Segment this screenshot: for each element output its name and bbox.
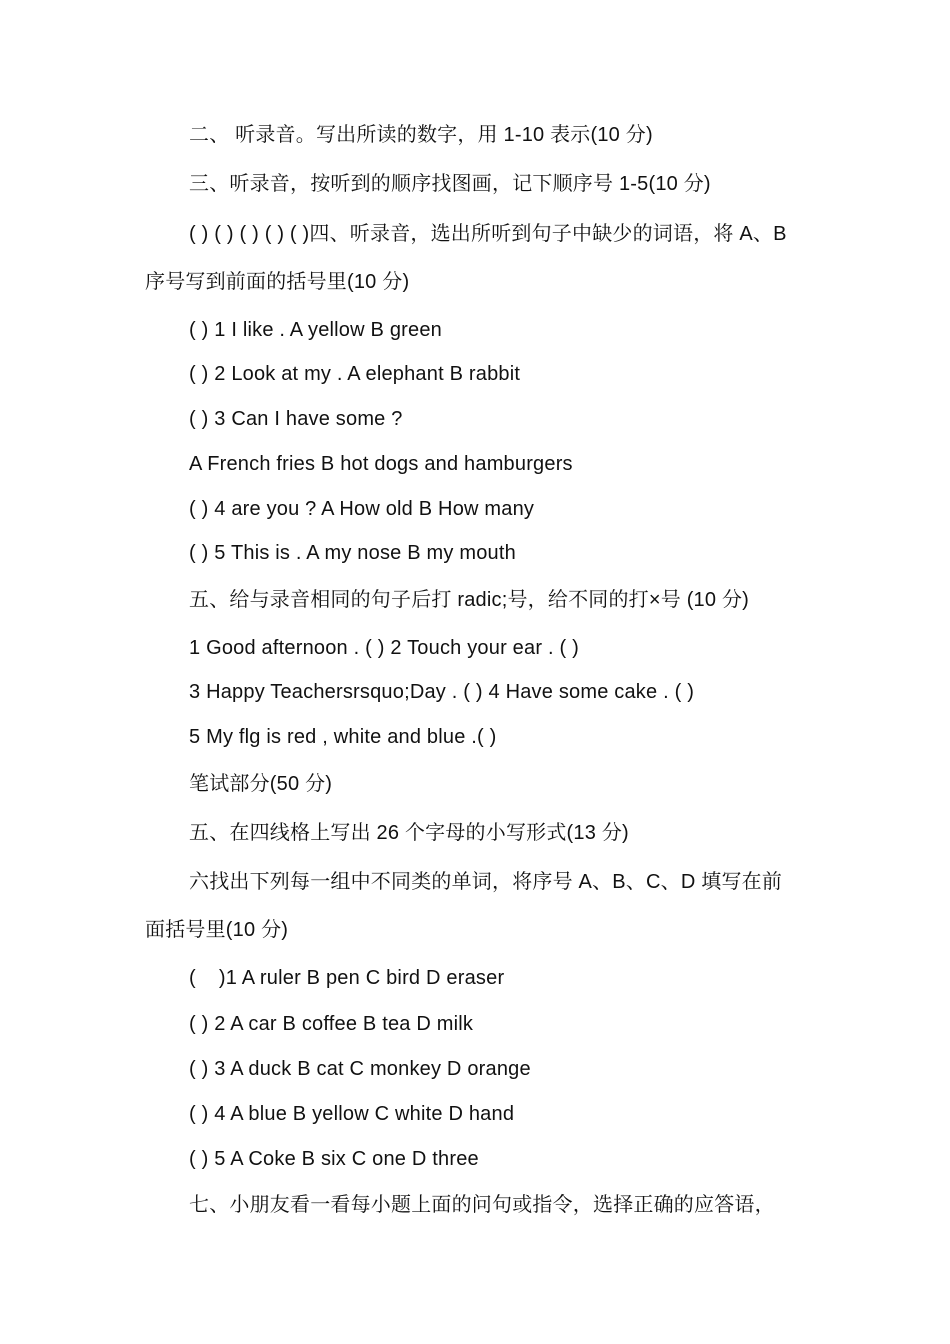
question-line: ( ) 2 A car B coffee B tea D milk <box>189 1013 474 1035</box>
question-line: ( ) 4 A blue B yellow C white D hand <box>189 1103 515 1125</box>
written-part-heading: 笔试部分(50 分) <box>189 773 333 795</box>
section-7-heading: 七、小朋友看一看每小题上面的问句或指令，选择正确的应答语， <box>189 1194 775 1216</box>
question-line: ( ) 1 I like . A yellow B green <box>189 319 442 341</box>
section-6-heading: 六找出下列每一组中不同类的单词，将序号 A、B、C、D 填写在前 <box>189 871 783 893</box>
question-line: ( ) 3 A duck B cat C monkey D orange <box>189 1058 531 1080</box>
question-line: 5 My flg is red , white and blue .( ) <box>189 726 497 748</box>
section-3-heading: 三、听录音，按听到的顺序找图画，记下顺序号 1-5(10 分) <box>189 173 711 195</box>
question-line: ( ) 4 are you ? A How old B How many <box>189 498 535 520</box>
section-4-heading: ( ) ( ) ( ) ( ) ( )四、听录音，选出所听到句子中缺少的词语，将 A、B <box>189 223 787 245</box>
section-5-heading: 五、给与录音相同的句子后打 radic;号，给不同的打×号 (10 分) <box>189 589 750 611</box>
section-6-heading-continued: 面括号里(10 分) <box>145 919 289 941</box>
question-options: A French fries B hot dogs and hamburgers <box>189 453 573 475</box>
question-line: 3 Happy Teachersrsquo;Day . ( ) 4 Have some cake . ( ) <box>189 681 695 703</box>
section-4-heading-continued: 序号写到前面的括号里(10 分) <box>145 271 410 293</box>
question-line: ( ) 5 This is . A my nose B my mouth <box>189 542 516 564</box>
question-line: ( ) 3 Can I have some ? <box>189 408 403 430</box>
question-line: 1 Good afternoon . ( ) 2 Touch your ear . ( ) <box>189 637 579 659</box>
question-line: ( ) 2 Look at my . A elephant B rabbit <box>189 363 521 385</box>
question-line: ( ) 5 A Coke B six C one D three <box>189 1148 479 1170</box>
question-line: ( )1 A ruler B pen C bird D eraser <box>189 967 505 989</box>
section-2-heading: 二、 听录音。写出所读的数字，用 1-10 表示(10 分) <box>189 124 653 146</box>
section-5b-heading: 五、在四线格上写出 26 个字母的小写形式(13 分) <box>189 822 629 844</box>
